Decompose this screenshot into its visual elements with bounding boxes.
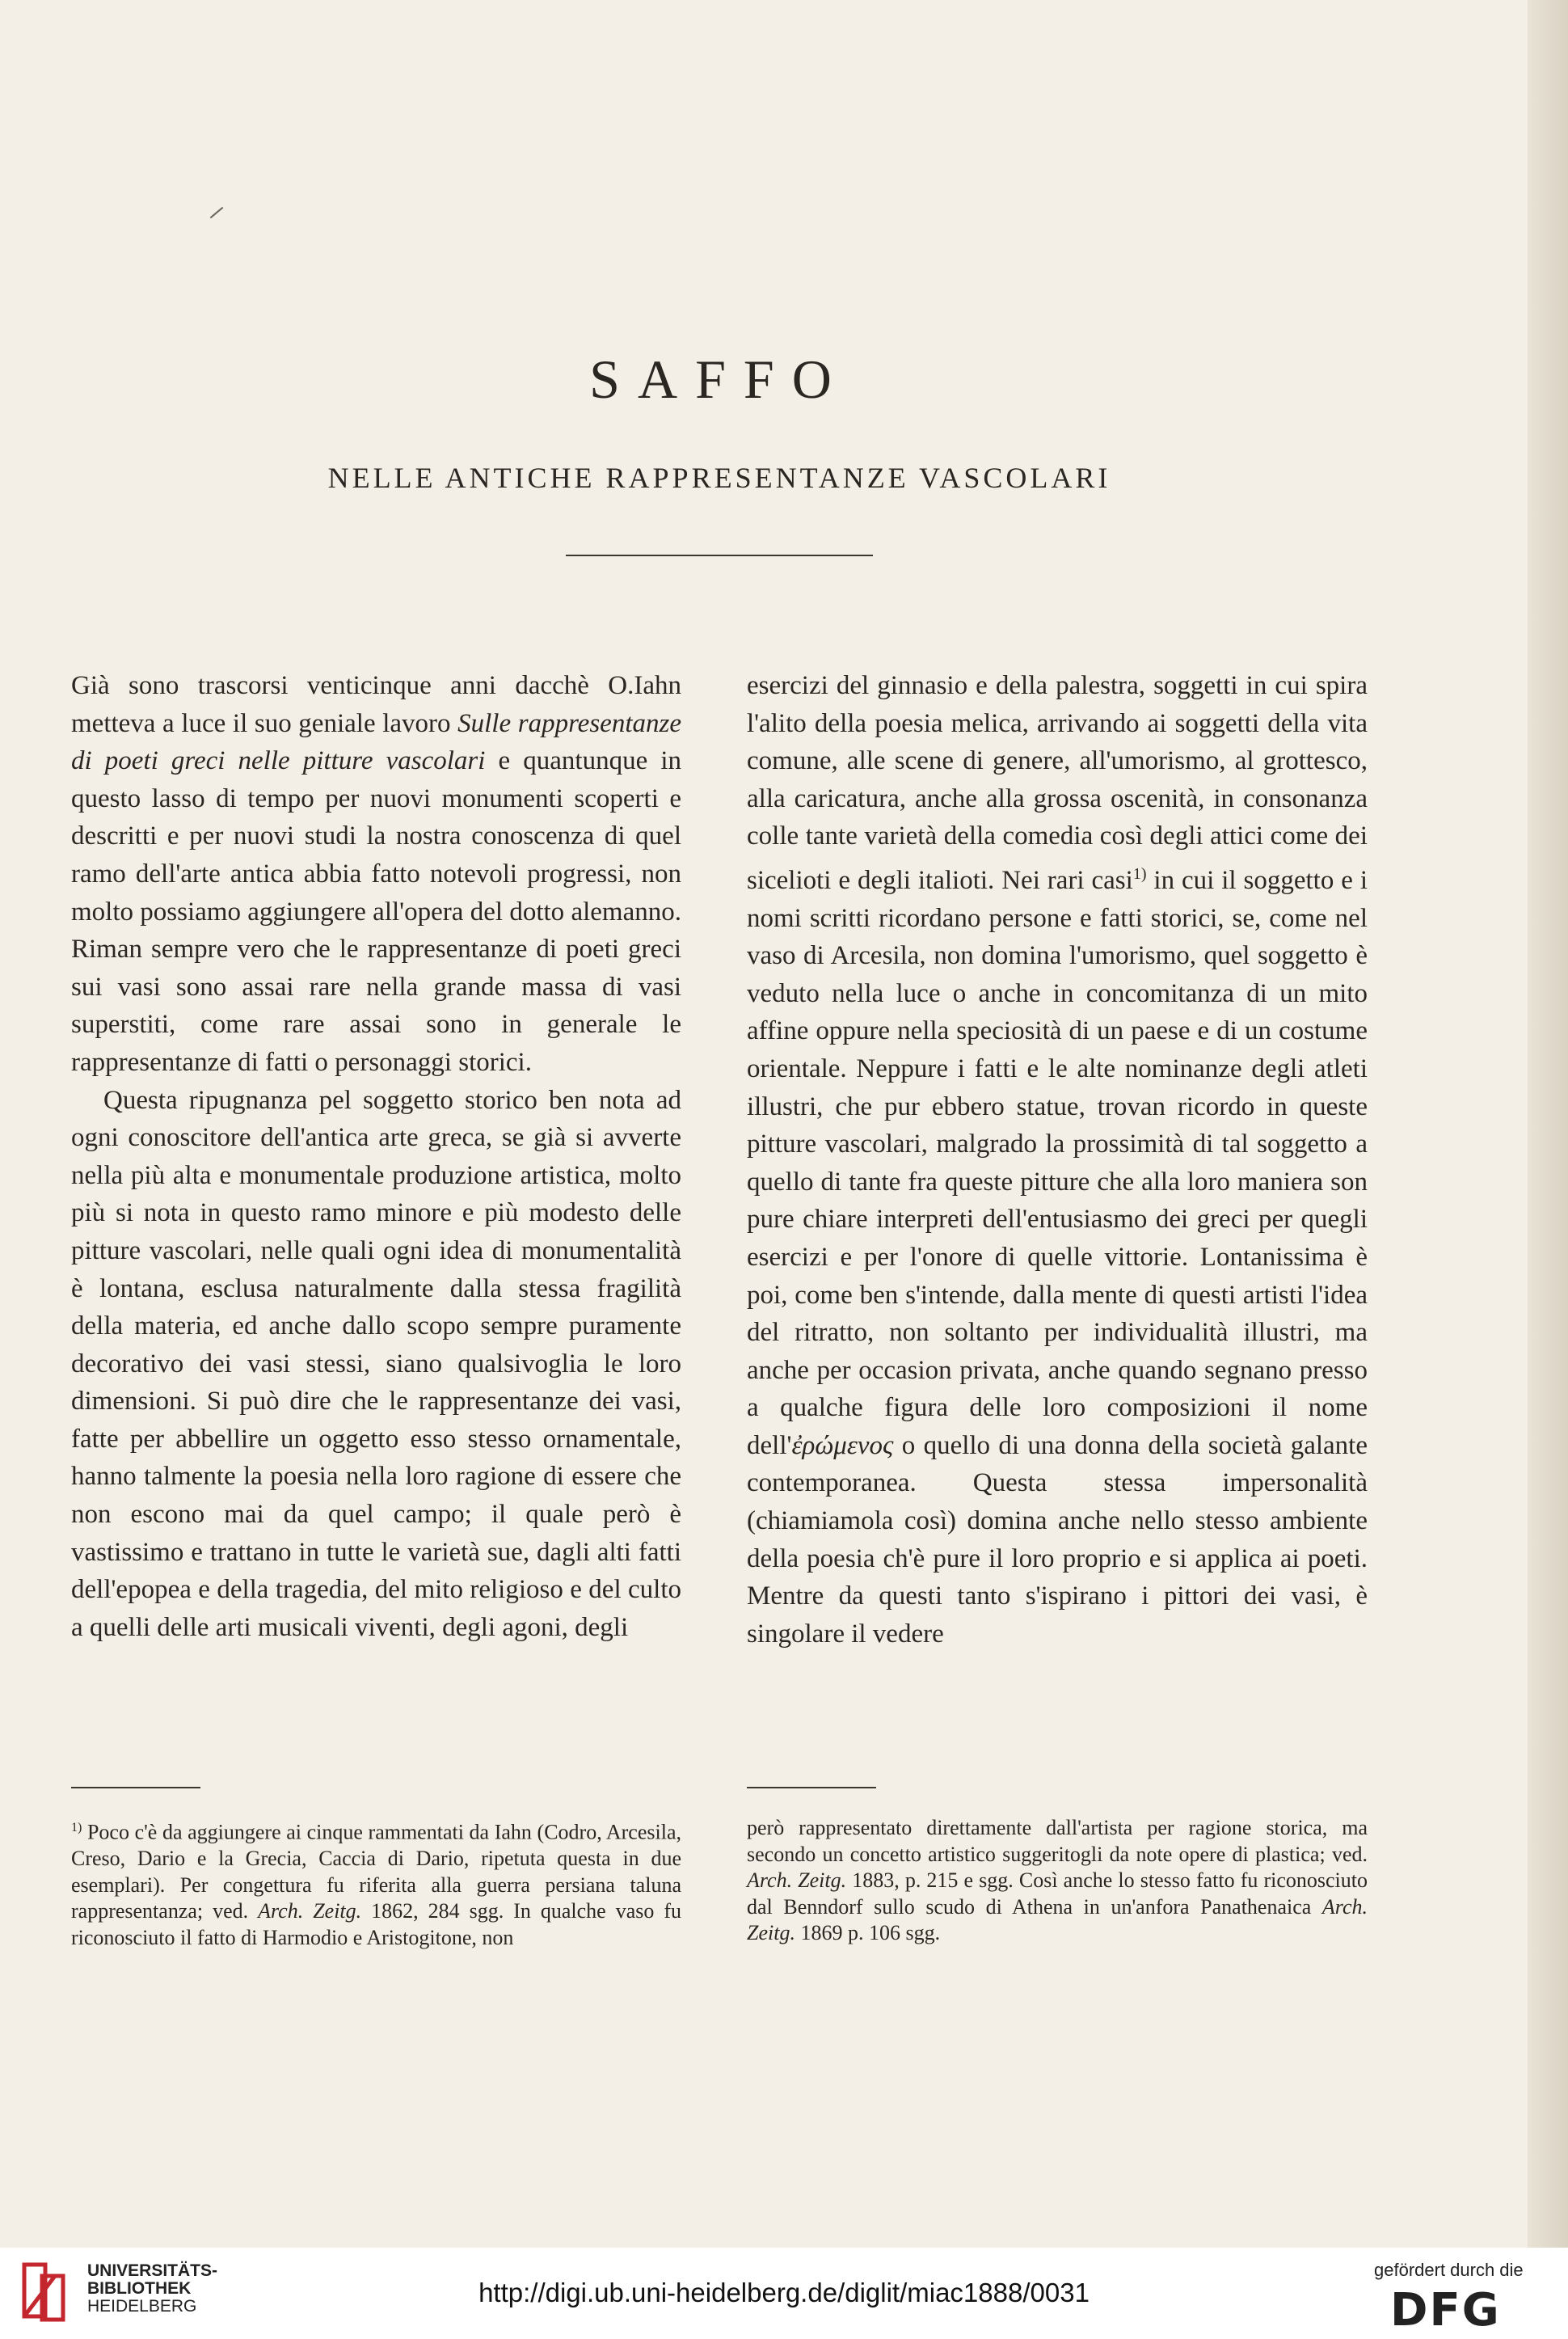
paragraph-3	[747, 667, 1368, 1653]
italic-title: Sulle rappresentanze di poeti greci nelle pitture vascolari	[71, 708, 681, 776]
text-span: e quantunque in questo lasso di tempo per nuovi monumenti scoperti e descritti e per nuovi studi la nostra conoscenza di quel ramo dell'arte antica abbia fatto notevoli progressi, non molto possiamo aggiungere all'opera del dotto alemanno. Riman sempre vero che le rappresentanze di poeti greci sui vasi sono assai rare nella grande massa di vasi superstiti, come rare assai sono in generale le rappresentanze di fatti o personaggi storici.	[71, 746, 682, 1077]
greek-word: ἐρώμενος	[791, 1430, 894, 1460]
page-title: SAFFO	[589, 348, 849, 410]
journal-ref: Arch. Zeitg.	[747, 1868, 847, 1892]
footnote-right	[747, 1815, 1368, 1947]
journal-ref: Arch. Zeitg.	[258, 1899, 362, 1923]
footnote-reference: 1)	[1132, 864, 1147, 883]
library-line: UNIVERSITÄTS-	[87, 2261, 218, 2280]
text-span: però rappresentato direttamente dall'artista per ragione storica, ma secondo un concetto artistico suggeritogli da note opere di plastica; ved.	[747, 1816, 1368, 1866]
pencil-mark	[210, 207, 224, 218]
page-edge	[1528, 0, 1568, 2248]
footnote-divider-left	[71, 1787, 200, 1788]
dfg-logo: DFG	[1390, 2284, 1501, 2337]
paragraph-1	[71, 667, 681, 1082]
text-span: o quello di una donna della società galante contemporanea. Questa stessa impersonalità (chiamiamola così) domina anche nello stesso ambiente della poesia ch'è pure il loro proprio e si applica ai poeti. Mentre da questi tanto s'ispirano i pittori dei vasi, è singolare il vedere	[747, 1430, 1368, 1649]
library-line: BIBLIOTHEK	[87, 2279, 192, 2298]
text-span: 1883, p. 215 e sgg. Così anche lo stesso fatto fu riconosciuto dal Benndorf sullo scudo di Athena in un'anfora Panathenaica	[747, 1868, 1368, 1919]
text-span: in cui il soggetto e i nomi scritti ricordano persone e fatti storici, se, come nel vaso di Arcesila, non domina l'umorismo, quel soggetto è veduto nella luce o anche in concomitanza di un mito affine oppure nella speciosità di un paese e di un costume orientale. Neppure i fatti e le alte nominanze degli atleti illustri, che pur ebbero statue, trovan ricordo in queste pitture vascolari, malgrado la prossimità di tal soggetto a quello di tante fra queste pitture che alla loro maniera son pure chiare interpreti dell'entusiasmo dei greci per quegli esercizi e per l'onore di quelle vittorie. Lontanissima è poi, come ben s'intende, dalla mente di questi artisti l'idea del ritratto, non soltanto per individualità illustri, ma anche per occasion privata, anche quando segnano presso a qualche figura delle loro composizioni il nome dell'	[747, 865, 1368, 1460]
funding-caption: gefördert durch die	[1374, 2260, 1524, 2280]
footnote-marker: 1)	[71, 1821, 82, 1834]
text-span: Poco c'è da aggiungere ai cinque rammentati da Iahn (Codro, Arcesila, Creso, Dario e la Grecia, Caccia di Dario, ripetuta questa in due esemplari). Per congettura fu riferita alla guerra persiana taluna rappresentanza; ved.	[71, 1820, 681, 1923]
text-span: 1869 p. 106 sgg.	[795, 1921, 941, 1944]
text-span: Già sono trascorsi venticinque anni dacchè O.Iahn metteva a luce il suo geniale lavoro	[71, 671, 681, 738]
title-divider	[566, 555, 873, 556]
page-subtitle: NELLE ANTICHE RAPPRESENTANZE VASCOLARI	[327, 462, 1111, 494]
footnote-left	[71, 1815, 681, 1951]
library-line: HEIDELBERG	[87, 2297, 197, 2316]
right-column	[747, 667, 1368, 1653]
footnote-divider-right	[747, 1787, 876, 1788]
text-span: esercizi del ginnasio e della palestra, soggetti in cui spira l'alito della poesia melica, arrivando ai soggetti della vita comune, alle scene di genere, all'umorismo, al grottesco, alla caricatura, anche alla grossa oscenità, in consonanza colle tante varietà della comedia così degli attici come dei sicelioti e degli italioti. Nei rari casi	[747, 671, 1368, 895]
text-span: 1862, 284 sgg. In qualche vaso fu riconosciuto il fatto di Harmodio e Aristogitone, non	[71, 1899, 681, 1949]
left-column	[71, 667, 681, 1646]
paragraph-2: Questa ripugnanza pel soggetto storico ben nota ad ogni conoscitore dell'antica arte greca, se già si avverte nella più alta e monumentale produzione artistica, molto più si nota in questo ramo minore e più modesto delle pitture vascolari, nelle quali ogni idea di monumentalità è lontana, esclusa naturalmente dalla stessa fragilità della materia, ed anche dallo scopo sempre puramente decorativo dei vasi stessi, siano qualsivoglia le loro dimensioni. Si può dire che le rappresentanze dei vasi, fatte per abbellire un oggetto esso stesso ornamentale, hanno talmente la poesia nella loro ragione di essere che non escono mai da quel campo; il quale però è vastissimo e trattano in tutte le varietà sue, dagli alti fatti dell'epopea e della tragedia, del mito religioso e del culto a quelli delle arti musicali viventi, degli agoni, degli	[71, 1085, 681, 1642]
journal-ref: Arch. Zeitg.	[747, 1894, 1368, 1944]
source-url-link[interactable]: http://digi.ub.uni-heidelberg.de/diglit/miac1888/0031	[478, 2278, 1090, 2307]
